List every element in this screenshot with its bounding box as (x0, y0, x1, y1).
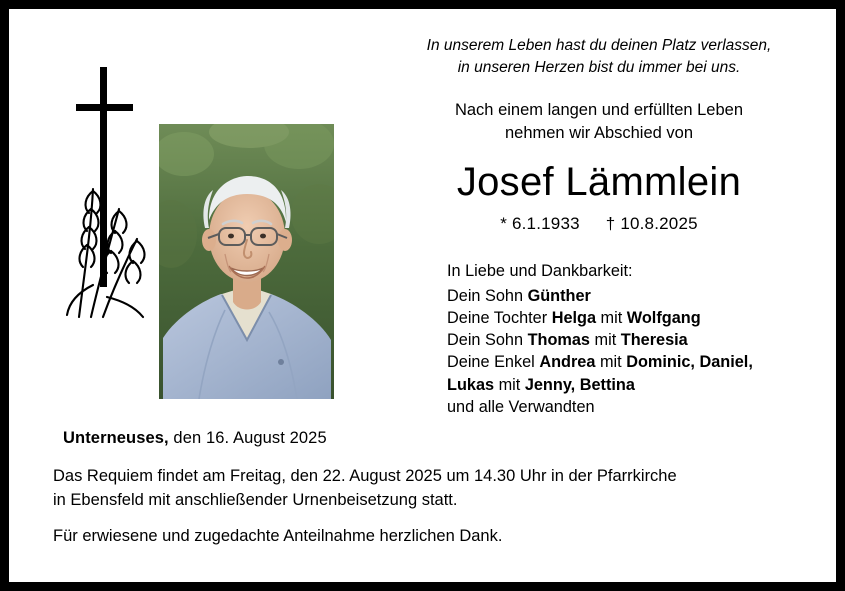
farewell-text (389, 99, 809, 146)
farewell-line-2: nehmen wir Abschied von (504, 124, 694, 143)
family-name: Lukas (447, 375, 495, 394)
family-mid: mit (590, 331, 621, 350)
family-row (447, 351, 809, 373)
family-name-2: Dominic, Daniel, (626, 353, 753, 372)
requiem-line-2: in Ebensfeld mit anschließender Urnenbeisetzung statt. (53, 491, 458, 510)
motto-line-1: In unserem Leben hast du deinen Platz verlassen, (426, 37, 772, 54)
right-column (389, 35, 809, 418)
motto-text (389, 35, 809, 79)
family-prefix: Deine Tochter (447, 309, 552, 328)
family-prefix: Dein Sohn (447, 287, 528, 305)
place-date-line (63, 429, 327, 448)
family-mid: mit (595, 353, 627, 372)
family-row (447, 285, 809, 307)
family-name-2: Jenny, Bettina (524, 375, 635, 394)
family-row (447, 374, 809, 396)
portrait-photo (159, 124, 334, 399)
service-details (53, 464, 803, 548)
birth-date: * 6.1.1933 (500, 213, 580, 233)
thanks-line: Für erwiesene und zugedachte Anteilnahme herzlichen Dank. (53, 527, 503, 546)
family-name: Andrea (539, 353, 596, 372)
requiem-line-1: Das Requiem findet am Freitag, den 22. August 2025 um 14.30 Uhr in der Pfarrkirche (53, 467, 677, 485)
family-name-2: Wolfgang (626, 309, 701, 328)
family-name-2: Theresia (620, 331, 688, 350)
farewell-line-1: Nach einem langen und erfüllten Leben (454, 101, 744, 119)
family-mid: mit (494, 375, 525, 394)
life-dates (389, 214, 809, 234)
family-heading: In Liebe und Dankbarkeit: (447, 261, 633, 280)
family-name: Thomas (527, 331, 590, 350)
place-date-label: den 16. August 2025 (168, 429, 327, 447)
family-mid: mit (596, 309, 627, 328)
family-prefix: Dein Sohn (447, 331, 528, 350)
family-list (447, 260, 809, 418)
family-row (447, 329, 809, 351)
family-name: Günther (527, 287, 591, 305)
family-prefix: Deine Enkel (447, 353, 540, 372)
family-closing: und alle Verwandten (447, 397, 595, 416)
motto-line-2: in unseren Herzen bist du immer bei uns. (457, 59, 741, 76)
notice-inner (9, 9, 836, 582)
deceased-name: Josef Lämmlein (456, 159, 742, 204)
death-date: † 10.8.2025 (605, 213, 698, 233)
family-name: Helga (551, 309, 597, 328)
place-label: Unterneuses, (63, 429, 169, 447)
cross-icon (59, 49, 169, 339)
family-row (447, 307, 809, 329)
